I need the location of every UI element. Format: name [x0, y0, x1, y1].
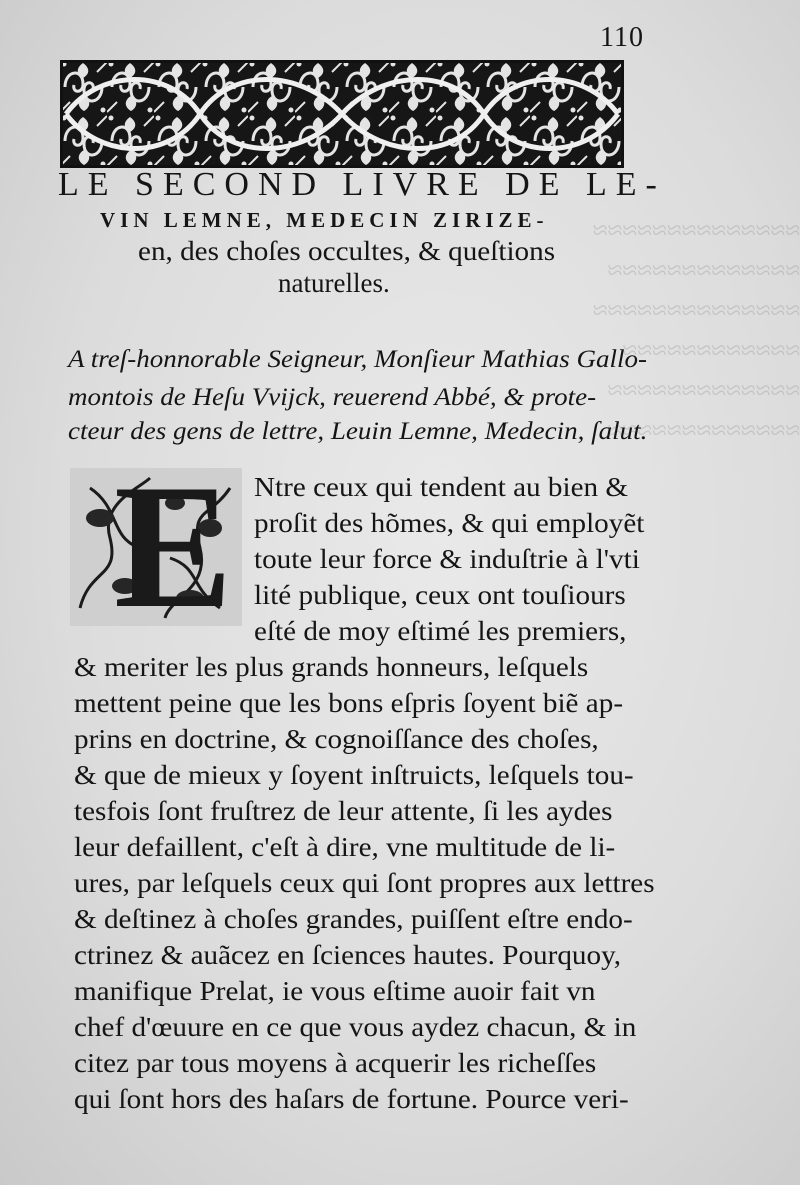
body-line: mettent peine que les bons eſpris ſoyent biẽ ap-: [74, 688, 624, 718]
body-line: Ntre ceux qui tendent au bien &: [254, 472, 629, 502]
body-line: citez par tous moyens à acquerir les richeſſes: [74, 1048, 597, 1078]
page-number: 110: [600, 22, 644, 53]
bleed-through-text: ≈≈≈≈≈≈≈≈≈≈≈≈≈≈ ≈≈≈≈≈≈≈≈≈≈≈≈≈ ≈≈≈≈≈≈≈≈≈≈≈≈≈≈ ≈≈≈≈≈≈≈≈≈≈≈≈ ≈≈≈≈≈≈≈≈≈≈≈≈≈ ≈≈≈≈≈≈≈≈≈≈≈≈≈: [592, 215, 800, 445]
decorated-initial: [70, 447, 242, 645]
body-line: & meriter les plus grands honneurs, leſquels: [74, 652, 589, 682]
body-line: qui ſont hors des haſars de fortune. Pource veri-: [74, 1084, 629, 1114]
body-line: ctrinez & auãcez en ſciences hautes. Pourquoy,: [74, 940, 622, 970]
body-line: manifique Prelat, ie vous eſtime auoir fait vn: [74, 976, 596, 1006]
body-line: prins en doctrine, & cognoiſſance des choſes,: [74, 724, 599, 754]
body-line: chef d'œuure en ce que vous aydez chacun, & in: [74, 1012, 637, 1042]
dedication-line-3: cteur des gens de lettre, Leuin Lemne, Medecin, ſalut.: [68, 418, 648, 445]
body-line: proſit des hõmes, & qui employẽt: [254, 508, 645, 538]
dedication-line-2: montois de Heſu Vvijck, reuerend Abbé, & prote-: [68, 384, 597, 411]
body-line: eſté de moy eſtimé les premiers,: [254, 616, 627, 646]
body-line: leur defaillent, c'eſt à dire, vne multitude de li-: [74, 832, 616, 862]
ornamental-headpiece: [60, 60, 624, 168]
body-line: tesfois ſont fruſtrez de leur attente, ſi les aydes: [74, 796, 613, 826]
initial-letter: E: [114, 447, 233, 645]
chapter-heading-line-4: naturelles.: [278, 268, 390, 298]
dedication-line-1: A treſ-honnorable Seigneur, Monſieur Mathias Gallo-: [68, 346, 647, 373]
body-line: ures, par leſquels ceux qui ſont propres aux lettres: [74, 868, 655, 898]
chapter-heading-line-3: en, des choſes occultes, & queſtions: [138, 236, 556, 266]
body-line: toute leur force & induſtrie à l'vti: [254, 544, 640, 574]
chapter-heading-line-1: LE SECOND LIVRE DE LE-: [58, 166, 666, 203]
body-line: & deſtinez à choſes grandes, puiſſent eſtre endo-: [74, 904, 633, 934]
body-line: lité publique, ceux ont touſiours: [254, 580, 626, 610]
body-line: & que de mieux y ſoyent inſtruicts, leſquels tou-: [74, 760, 634, 790]
chapter-heading-line-2: VIN LEMNE, MEDECIN ZIRIZE-: [100, 208, 549, 232]
